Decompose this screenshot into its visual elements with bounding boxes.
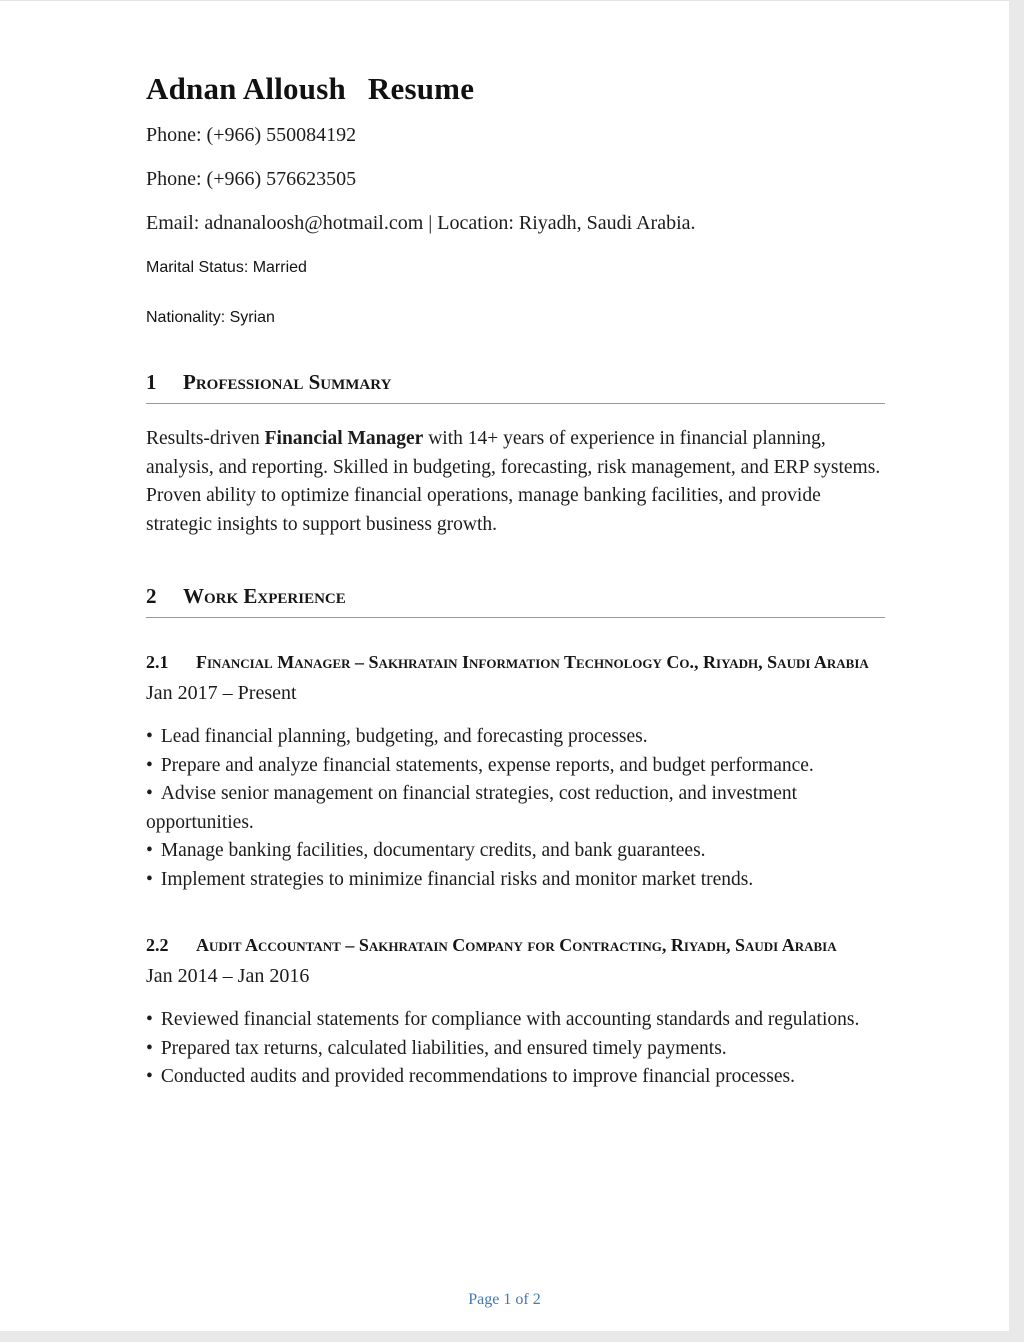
bullet-icon: • xyxy=(146,1009,153,1030)
bullet-icon: • xyxy=(146,840,153,861)
list-item xyxy=(146,837,885,866)
list-item xyxy=(146,1063,885,1092)
job-title: Financial Manager – Sakhratain Information Technology Co., Riyadh, Saudi Arabia xyxy=(196,652,869,672)
section-number: 1 xyxy=(146,370,157,394)
summary-text-post: with 14+ years of experience in financial planning, analysis, and reporting. Skilled in budgeting, forecasting, risk management, and ERP systems. Proven ability to optimize financial operations, manage banking facilities, and provide strategic insights to support business growth. xyxy=(146,428,881,535)
contact-marital-status: Marital Status: Married xyxy=(146,259,307,276)
job-number: 2.2 xyxy=(146,935,169,955)
job-bullet-list xyxy=(146,723,885,894)
bullet-icon: • xyxy=(146,754,153,776)
list-item xyxy=(146,752,885,781)
bullet-icon: • xyxy=(146,868,153,890)
job-title: Audit Accountant – Sakhratain Company for Contracting, Riyadh, Saudi Arabia xyxy=(196,935,837,955)
bullet-text: Conducted audits and provided recommendations to improve financial processes. xyxy=(160,1066,795,1087)
bullet-text: Prepared tax returns, calculated liabilities, and ensured timely payments. xyxy=(160,1037,727,1059)
document-type-label: Resume xyxy=(367,71,475,106)
bullet-text: Reviewed financial statements for compliance with accounting standards and regulations. xyxy=(160,1009,860,1030)
bullet-text: Manage banking facilities, documentary credits, and bank guarantees. xyxy=(160,840,706,861)
list-item xyxy=(146,780,885,837)
bullet-text: Lead financial planning, budgeting, and forecasting processes. xyxy=(160,726,648,747)
bullet-icon: • xyxy=(146,783,153,804)
bullet-text: Implement strategies to minimize financial risks and monitor market trends. xyxy=(160,868,754,890)
section-heading-professional-summary xyxy=(146,370,885,404)
summary-text-pre: Results-driven xyxy=(146,428,265,449)
list-item xyxy=(146,1035,885,1064)
contact-phone-secondary: Phone: (+966) 576623505 xyxy=(146,168,357,190)
bullet-icon: • xyxy=(146,1066,153,1087)
page-number-indicator: Page 1 of 2 xyxy=(468,1291,541,1308)
job-number: 2.1 xyxy=(146,652,169,672)
section-number: 2 xyxy=(146,584,157,608)
document-title xyxy=(146,71,885,107)
job-bullet-list xyxy=(146,1006,885,1092)
job-dates: Jan 2014 – Jan 2016 xyxy=(146,965,310,987)
bullet-icon: • xyxy=(146,1037,153,1059)
job-dates: Jan 2017 – Present xyxy=(146,682,297,704)
bullet-text: Prepare and analyze financial statements, expense reports, and budget performance. xyxy=(160,754,814,776)
section-title: Professional Summary xyxy=(183,370,392,394)
job-entry-audit-accountant xyxy=(146,931,885,1092)
section-title: Work Experience xyxy=(183,584,346,608)
job-heading xyxy=(146,648,885,677)
person-name: Adnan Alloush xyxy=(146,71,346,106)
list-item xyxy=(146,1006,885,1035)
contact-phone-primary: Phone: (+966) 550084192 xyxy=(146,124,357,146)
contact-email-location: Email: adnanaloosh@hotmail.com | Location: Riyadh, Saudi Arabia. xyxy=(146,212,696,234)
professional-summary-paragraph xyxy=(146,425,885,539)
section-heading-work-experience xyxy=(146,584,885,618)
job-entry-financial-manager xyxy=(146,648,885,894)
document-content xyxy=(0,1,1009,1092)
job-heading xyxy=(146,931,885,960)
list-item xyxy=(146,723,885,752)
list-item xyxy=(146,866,885,895)
bullet-text: Advise senior management on financial strategies, cost reduction, and investment opportunities. xyxy=(146,783,798,833)
summary-text-bold: Financial Manager xyxy=(264,428,424,449)
bullet-icon: • xyxy=(146,726,153,747)
contact-nationality: Nationality: Syrian xyxy=(146,309,275,326)
